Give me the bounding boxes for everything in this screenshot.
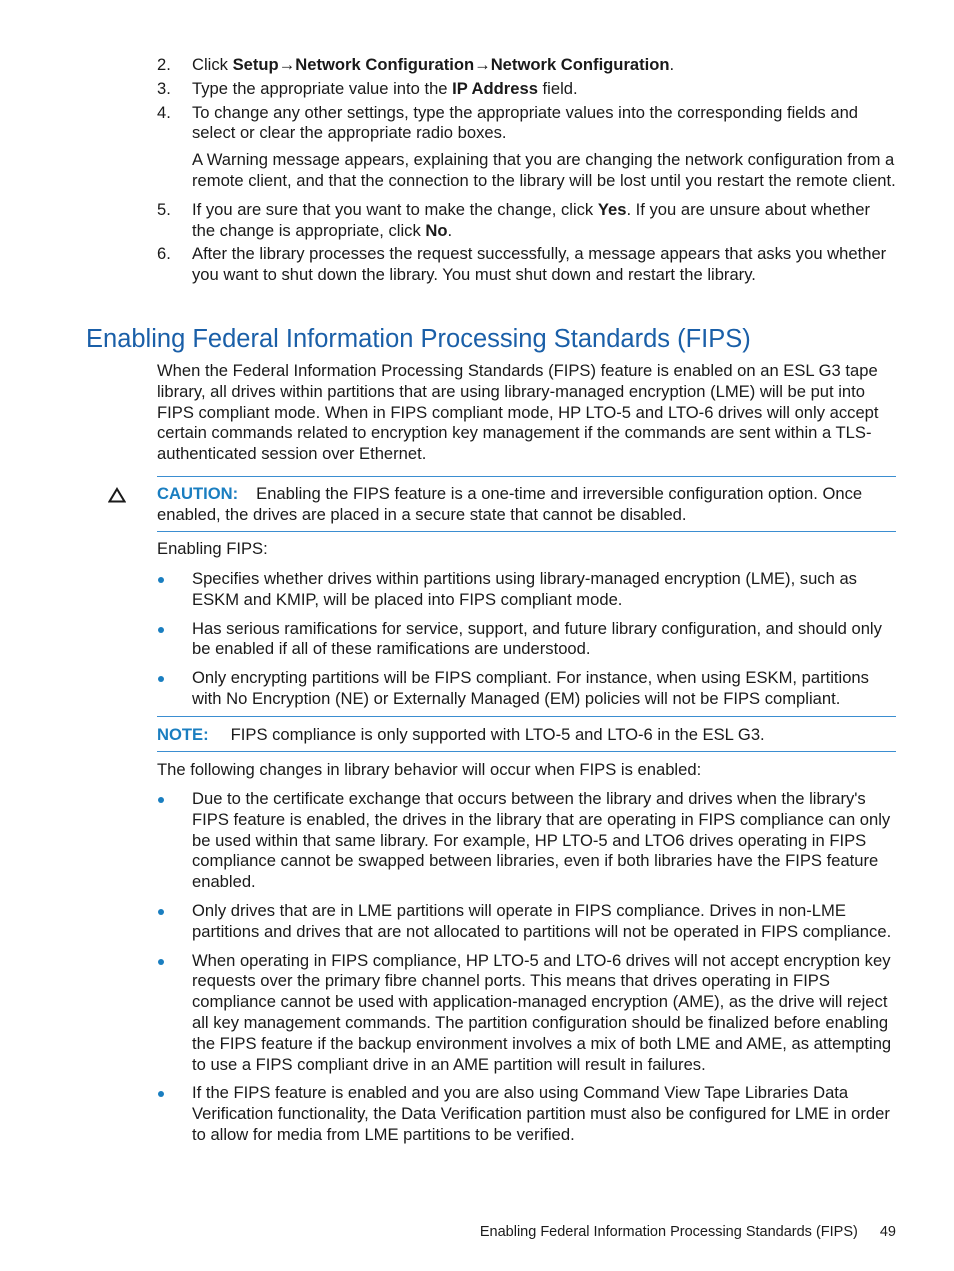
list-item-text: If the FIPS feature is enabled and you are also using Command View Tape Libraries Data Verification functionality, the Data Verification partition must also be configured for LME in order to allow for media from LME partitions to be verified. [192, 1083, 890, 1144]
caution-top-rule [157, 476, 896, 477]
page-number: 49 [879, 1224, 896, 1240]
enabling-fips-label: Enabling FIPS: [157, 539, 268, 558]
list-item [157, 668, 897, 710]
caution-text: Enabling the FIPS feature is a one-time and irreversible configuration option. Once enabled, the drives are placed in a secure state that cannot be disabled. [157, 484, 863, 524]
button-no: No [425, 220, 448, 240]
step-text: . [447, 220, 453, 240]
step-text: To change any other settings, type the appropriate values into the corresponding fields and select or clear the appropriate radio boxes. [192, 102, 859, 143]
note-text: FIPS compliance is only supported with LTO-5 and LTO-6 in the ESL G3. [230, 725, 765, 744]
step-number: 3. [157, 78, 171, 98]
step-text: If you are sure that you want to make the change, click [192, 199, 598, 219]
bullet-icon [158, 797, 164, 803]
enabling-fips-list [157, 569, 897, 718]
caution-triangle-icon [108, 487, 126, 503]
step-text: Click [192, 55, 233, 74]
bullet-icon [158, 676, 164, 682]
list-item-text: Has serious ramifications for service, support, and future library configuration, and should only be enabled if all of these ramifications are understood. [192, 618, 882, 659]
list-item-text: Only encrypting partitions will be FIPS compliant. For instance, when using ESKM, partitions with No Encryption (NE) or Externally Managed (EM) policies will not be FIPS compliant. [192, 668, 869, 708]
step-text: Type the appropriate value into the [192, 78, 453, 98]
step-3 [157, 79, 897, 100]
list-item [157, 569, 897, 611]
submenu-network-configuration: Network Configuration [490, 55, 670, 74]
bullet-icon [158, 909, 164, 915]
menu-setup: Setup [232, 55, 279, 74]
button-yes: Yes [597, 199, 627, 219]
list-item [157, 619, 897, 661]
changes-list [157, 789, 897, 1154]
list-item [157, 901, 897, 943]
list-item [157, 789, 897, 893]
bullet-icon [158, 1091, 164, 1097]
bullet-icon [158, 577, 164, 583]
menu-network-configuration: Network Configuration [295, 55, 475, 74]
procedure-steps [157, 55, 897, 289]
step-text: After the library processes the request successfully, a message appears that asks you whether you want to shut down the library. You must shut down and restart the library. [192, 244, 887, 285]
note-label: NOTE: [157, 725, 209, 744]
step-text: . [669, 55, 675, 74]
step-6 [157, 244, 897, 286]
caution-label: CAUTION: [157, 484, 239, 503]
footer-title: Enabling Federal Information Processing Standards (FIPS) [479, 1224, 858, 1240]
bullet-icon [158, 959, 164, 965]
caution-bottom-rule [157, 531, 896, 532]
step-number: 2. [157, 55, 171, 74]
arrow-icon: → [474, 55, 491, 74]
note-top-rule [157, 716, 896, 717]
list-item-text: When operating in FIPS compliance, HP LTO-5 and LTO-6 drives will not accept encryption key requests over the primary fibre channel ports. This means that drives operating in FIPS compliance cannot be used with application-managed encryption (AME), as the drive will reject all key management commands. The partition configuration should be finalized before enabling the FIPS feature if the backup environment involves a mix of both LME and AME, as attempting to use a FIPS compliant drive in an AME partition will result in failures. [192, 950, 892, 1074]
changes-intro: The following changes in library behavior will occur when FIPS is enabled: [157, 760, 702, 779]
caution-box [157, 484, 897, 526]
note-bottom-rule [157, 751, 896, 752]
step-2 [157, 55, 897, 76]
list-item-text: Specifies whether drives within partitions using library-managed encryption (LME), such as ESKM and KMIP, will be placed into FIPS compliant mode. [192, 569, 857, 609]
list-item [157, 951, 897, 1076]
section-intro: When the Federal Information Processing Standards (FIPS) feature is enabled on an ESL G3 tape library, all drives within partitions that are using library-managed encryption (LME) will be put into FIPS compliant mode. When in FIPS compliant mode, HP LTO-5 and LTO-6 drives will only accept certain commands related to encryption key management if the commands are sent within a TLS-authenticated session over Ethernet. [157, 361, 879, 464]
list-item-text: Due to the certificate exchange that occurs between the library and drives when the library's FIPS feature is enabled, the drives in the library that are operating in FIPS compliance can only be used within that same library. For example, HP LTO-5 and LTO6 drives operating in FIPS compliance cannot be swapped between libraries, even if both libraries have the FIPS feature enabled. [192, 789, 891, 892]
step-number: 4. [157, 102, 171, 122]
section-heading: Enabling Federal Information Processing Standards (FIPS) [86, 325, 751, 353]
field-ip-address: IP Address [452, 78, 538, 98]
list-item [157, 1083, 897, 1145]
step-number: 5. [157, 199, 171, 219]
list-item-text: Only drives that are in LME partitions will operate in FIPS compliance. Drives in non-LME partitions and drives that are not allocated to partitions will not be operated in FIPS compliance. [192, 900, 892, 941]
arrow-icon: → [278, 55, 296, 74]
step-5 [157, 200, 897, 242]
note-box [157, 725, 897, 746]
bullet-icon [158, 627, 164, 633]
step-text: . If you are unsure about whether the change is appropriate, click [192, 199, 870, 240]
step-text: field. [537, 78, 578, 98]
page-footer [480, 1222, 896, 1243]
step-4 [157, 103, 897, 192]
warning-description: A Warning message appears, explaining that you are changing the network configuration from a remote client, and that the connection to the library will be lost until you restart the remote client. [192, 150, 896, 190]
step-number: 6. [157, 244, 171, 264]
